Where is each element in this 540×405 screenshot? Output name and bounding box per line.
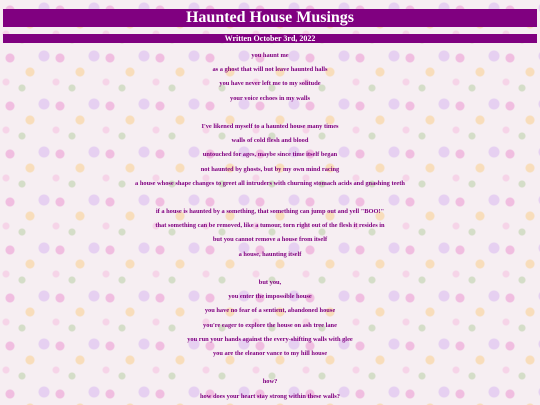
poem-line: but you, <box>258 279 282 286</box>
poem-line: if a house is haunted by a something, that something can jump out and yell "BOO!" <box>155 208 385 216</box>
poem-line: you're eager to explore the house on ash tree lane <box>203 321 337 329</box>
stanza-break <box>3 106 537 120</box>
post-date: Written October 3rd, 2022 <box>3 34 537 43</box>
poem-line: you have no fear of a sentient, abandoned house <box>204 307 336 315</box>
poem-line: you run your hands against the every-shifting walls with glee <box>187 335 353 343</box>
poem-line: a house whose shape changes to greet all intruders with churning stomach acids and gnashing teeth <box>135 179 405 187</box>
poem-line: you have never left me to my solitude <box>219 80 321 88</box>
poem-line: a house, haunting itself <box>238 250 302 258</box>
poem-line: I've likened myself to a haunted house many times <box>201 122 339 130</box>
poem-line: untouched for ages, maybe since time itself began <box>202 151 338 159</box>
poem-line: you haunt me <box>251 52 289 59</box>
poem-line: you are the eleanor vance to my hill house <box>212 349 328 357</box>
stanza-break <box>3 191 537 205</box>
stanza-break <box>3 361 537 375</box>
poem-line: how? <box>262 378 278 386</box>
stanza-break <box>3 262 537 276</box>
poem-line: you enter the impossible house <box>228 293 312 301</box>
poem-line: walls of cold flesh and blood <box>231 137 309 145</box>
poem-line: your voice echoes in my walls <box>230 94 310 102</box>
page-title: Haunted House Musings <box>3 9 537 27</box>
page-container <box>3 9 537 404</box>
poem-line: how does your heart stay strong within these walls? <box>199 392 340 400</box>
poem-line: that something can be removed, like a tumour, torn right out of the flesh it resides in <box>155 222 385 230</box>
poem-line: but you cannot remove a house from itself <box>212 236 328 244</box>
poem-line: as a ghost that will not leave haunted halls <box>212 66 328 74</box>
poem-line: not haunted by ghosts, but by my own mind racing <box>200 165 340 173</box>
poem-body <box>3 49 537 404</box>
